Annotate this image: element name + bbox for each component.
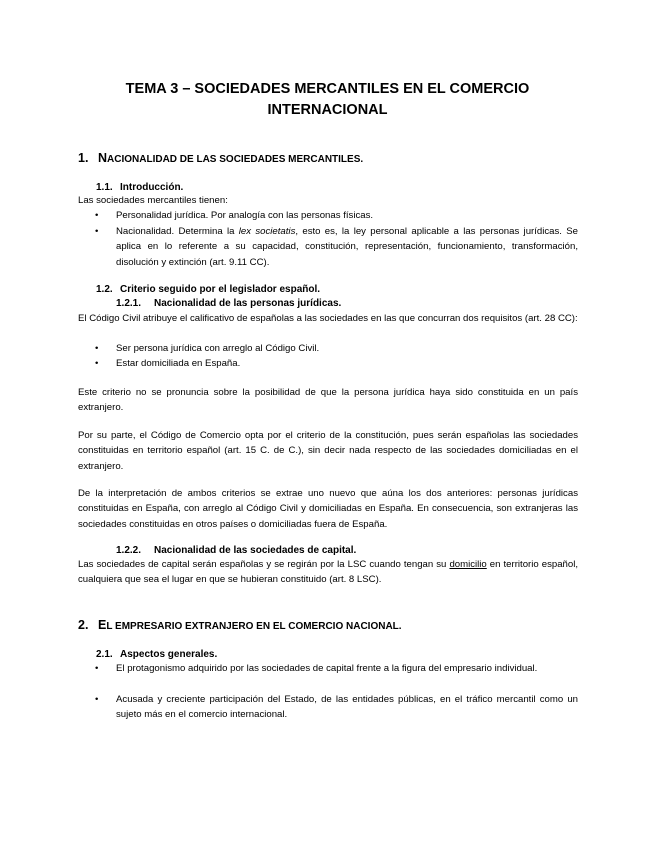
subsection-2-1-heading xyxy=(96,648,217,662)
paragraph: Por su parte, el Código de Comercio opta por el criterio de la constitución, pues serán españolas las sociedades constituidas en territorio español (art. 15 C. de C.), sin decir nada respecto de las sociedades domiciliadas en el extranjero. xyxy=(78,430,578,472)
bullet-icon: • xyxy=(95,358,99,369)
subsection-number: 1.2.1. xyxy=(116,298,142,309)
section-1-heading xyxy=(78,150,363,168)
list-item: Ser persona jurídica con arreglo al Código Civil. xyxy=(116,343,320,354)
bullet-icon: • xyxy=(95,210,99,221)
paragraph: El Código Civil atribuye el calificativo de españolas a las sociedades en las que concurran dos requisitos (art. 28 CC): xyxy=(78,313,578,324)
paragraph: Este criterio no se pronuncia sobre la posibilidad de que la persona jurídica haya sido constituida en un país extranjero. xyxy=(78,387,578,414)
subsection-title: Nacionalidad de las personas jurídicas. xyxy=(154,298,342,309)
section-number: 1. xyxy=(78,151,89,165)
section-2-heading xyxy=(78,617,402,635)
bullet-icon: • xyxy=(95,343,99,354)
bullet-icon: • xyxy=(95,226,99,237)
paragraph: De la interpretación de ambos criterios se extrae uno nuevo que aúna los dos anteriores: personas jurídicas constituidas en España, con arreglo al Código Civil y domiciliadas en España. En consecuencia, son extranjeras las sociedades constituidas en otros países o domiciliadas fuera de España. xyxy=(78,488,578,530)
subsection-number: 2.1. xyxy=(96,649,113,660)
paragraph: Las sociedades mercantiles tienen: xyxy=(78,195,228,206)
list-item: Nacionalidad. Determina la lex societatis, esto es, la ley personal aplicable a las personas jurídicas. Se aplica en lo referente a su capacidad, constitución, representación, funcionamiento, transformación, disolución y extinción (art. 9.11 CC). xyxy=(116,226,578,268)
subsection-title: Criterio seguido por el legislador español. xyxy=(120,284,321,295)
subsection-title: Nacionalidad de las sociedades de capital. xyxy=(154,545,357,556)
subsection-number: 1.2. xyxy=(96,284,113,295)
subsection-number: 1.2.2. xyxy=(116,545,142,556)
subsection-number: 1.1. xyxy=(96,182,113,193)
section-heading-rest: L EMPRESARIO EXTRANJERO EN EL COMERCIO NACIONAL. xyxy=(106,621,402,632)
title-line-1: TEMA 3 – SOCIEDADES MERCANTILES EN EL COMERCIO xyxy=(125,81,530,97)
bullet-icon: • xyxy=(95,663,99,674)
list-item: El protagonismo adquirido por las sociedades de capital frente a la figura del empresario individual. xyxy=(116,663,538,674)
subsection-title: Aspectos generales. xyxy=(120,649,218,660)
list-item: Estar domiciliada en España. xyxy=(116,358,241,369)
section-heading-initial: E xyxy=(98,618,107,632)
list-item: Personalidad jurídica. Por analogía con las personas físicas. xyxy=(116,210,374,221)
subsection-1-2-heading xyxy=(96,283,320,297)
section-number: 2. xyxy=(78,618,89,632)
paragraph: Las sociedades de capital serán españolas y se regirán por la LSC cuando tengan su domicilio en territorio español, cualquiera que sea el lugar en que se hubieran constituido (art. 8 LSC). xyxy=(78,559,579,586)
bullet-icon: • xyxy=(95,694,99,705)
subsection-title: Introducción. xyxy=(120,182,184,193)
section-heading-initial: N xyxy=(98,151,108,165)
section-heading-rest: ACIONALIDAD DE LAS SOCIEDADES MERCANTILES. xyxy=(107,154,364,165)
italic-term: lex societatis xyxy=(238,226,296,237)
document-title xyxy=(60,79,595,121)
title-line-2: INTERNACIONAL xyxy=(267,102,388,118)
list-item: Acusada y creciente participación del Estado, de las entidades públicas, en el tráfico mercantil como un sujeto más en el comercio internacional. xyxy=(116,694,578,721)
subsection-1-2-1-heading xyxy=(116,297,341,311)
subsection-1-2-2-heading xyxy=(116,544,356,558)
underlined-term: domicilio xyxy=(449,559,487,570)
